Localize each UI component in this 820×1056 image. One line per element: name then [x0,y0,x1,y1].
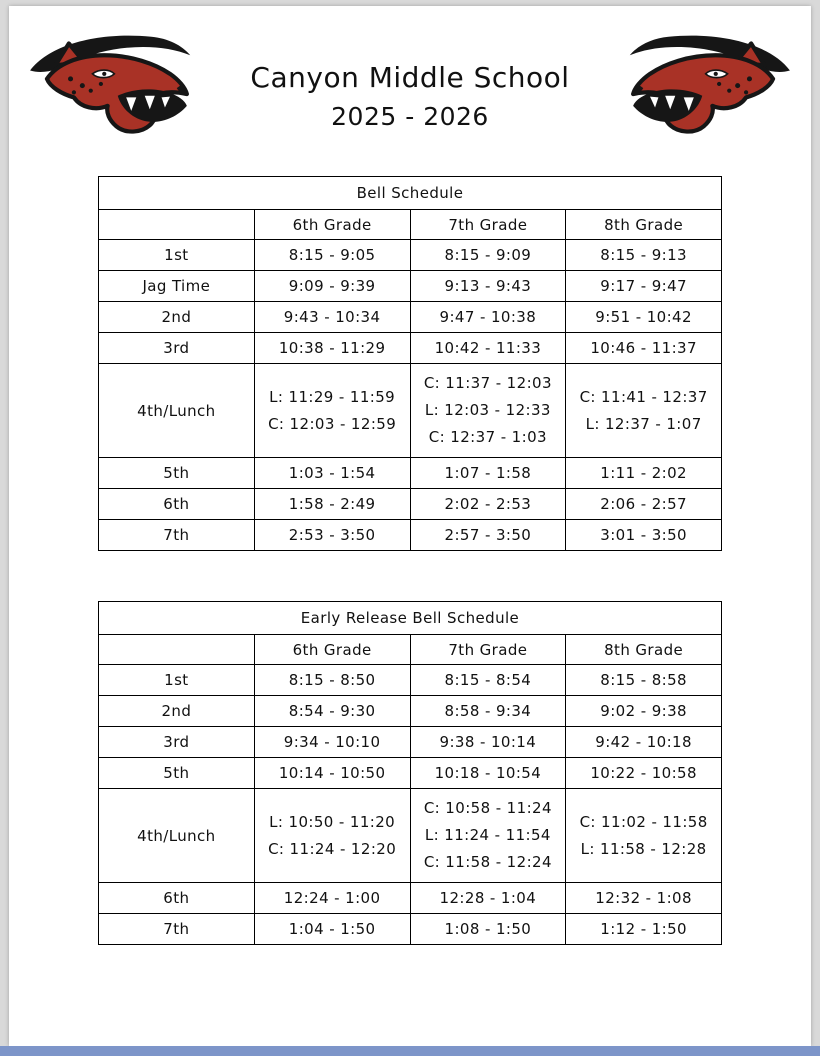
period-label: Jag Time [99,271,255,302]
time-cell [254,240,410,271]
time-text: 1:12 - 1:50 [600,919,687,938]
time-cell [566,458,722,489]
time-cell [410,696,566,727]
time-text: 8:15 - 8:50 [288,670,376,689]
time-cell [566,914,722,945]
time-cell [566,883,722,914]
period-label: 2nd [99,696,255,727]
table-row [99,364,722,458]
period-label: 6th [99,883,255,914]
time-text: 8:58 - 9:34 [444,701,532,720]
time-cell [254,489,410,520]
time-text: 8:15 - 8:54 [444,670,532,689]
time-cell [410,727,566,758]
time-text: C: 11:37 - 12:03 [423,374,552,392]
table-title: Early Release Bell Schedule [99,602,722,635]
early-release-schedule-table-container [98,601,722,945]
document-header [9,6,811,176]
time-cell [566,696,722,727]
time-text: 10:42 - 11:33 [434,338,542,357]
jaguar-mascot-right-icon [623,30,795,148]
time-cell [566,364,722,458]
time-text: 9:02 - 9:38 [600,701,687,720]
time-cell [410,364,566,458]
jaguar-mascot-left-icon [25,30,197,148]
column-header: 8th Grade [566,210,722,240]
time-cell [566,665,722,696]
table-row [99,458,722,489]
period-label: 4th/Lunch [99,789,255,883]
time-cell [566,520,722,551]
time-text: C: 11:24 - 12:20 [268,839,397,858]
time-text: C: 12:03 - 12:59 [268,414,397,433]
time-cell [254,271,410,302]
column-header: 6th Grade [254,210,410,240]
school-name-title: Canyon Middle School [250,61,570,94]
column-header [99,210,255,240]
time-cell [566,240,722,271]
time-text: 8:15 - 9:05 [288,245,376,264]
time-text: C: 10:58 - 11:24 [423,799,552,817]
time-cell [254,302,410,333]
period-label: 7th [99,520,255,551]
table-row [99,665,722,696]
time-text: 9:47 - 10:38 [439,307,537,326]
table-row [99,696,722,727]
time-text: L: 11:24 - 11:54 [424,826,551,844]
time-cell [410,240,566,271]
table-title-row [99,177,722,210]
time-cell [254,696,410,727]
time-cell [254,333,410,364]
time-text: 1:03 - 1:54 [288,463,376,482]
time-text: 10:14 - 10:50 [278,763,386,782]
grade-header-row [99,635,722,665]
time-text: C: 11:41 - 12:37 [579,387,708,406]
school-year-subtitle: 2025 - 2026 [331,102,489,131]
document-page [9,6,811,1046]
time-text: 9:42 - 10:18 [595,732,692,751]
time-cell [566,302,722,333]
time-text: C: 12:37 - 1:03 [428,428,547,446]
time-text: 2:57 - 3:50 [444,525,532,544]
time-cell [410,758,566,789]
time-cell [254,458,410,489]
time-text: L: 10:50 - 11:20 [269,812,396,831]
time-text: 9:51 - 10:42 [595,307,692,326]
time-cell [410,458,566,489]
time-text: 10:38 - 11:29 [278,338,386,357]
schedule-table [98,176,722,551]
column-header [99,635,255,665]
time-cell [254,665,410,696]
time-text: 8:15 - 8:58 [600,670,687,689]
time-text: 1:07 - 1:58 [444,463,532,482]
column-header: 6th Grade [254,635,410,665]
time-text: 2:53 - 3:50 [288,525,376,544]
period-label: 5th [99,758,255,789]
column-header: 7th Grade [410,210,566,240]
time-text: 1:04 - 1:50 [288,919,376,938]
time-text: 3:01 - 3:50 [600,525,687,544]
period-label: 7th [99,914,255,945]
table-row [99,240,722,271]
time-cell [410,489,566,520]
time-text: 2:06 - 2:57 [600,494,687,513]
time-cell [566,271,722,302]
time-text: C: 11:02 - 11:58 [579,812,708,831]
table-title-row [99,602,722,635]
time-text: 1:11 - 2:02 [600,463,687,482]
time-cell [410,883,566,914]
time-cell [566,333,722,364]
time-cell [410,665,566,696]
time-cell [254,758,410,789]
time-cell [410,302,566,333]
table-row [99,333,722,364]
period-label: 4th/Lunch [99,364,255,458]
bell-schedule-table-container [98,176,722,551]
table-row [99,727,722,758]
period-label: 3rd [99,727,255,758]
period-label: 6th [99,489,255,520]
table-row [99,758,722,789]
table-row [99,271,722,302]
column-header: 7th Grade [410,635,566,665]
table-row [99,489,722,520]
table-row [99,914,722,945]
time-text: 2:02 - 2:53 [444,494,532,513]
time-cell [410,914,566,945]
time-cell [566,758,722,789]
time-text: 9:09 - 9:39 [288,276,376,295]
period-label: 2nd [99,302,255,333]
period-label: 5th [99,458,255,489]
table-row [99,883,722,914]
time-text: 9:34 - 10:10 [283,732,381,751]
time-cell [410,789,566,883]
table-row [99,520,722,551]
table-row [99,302,722,333]
time-text: 8:54 - 9:30 [288,701,376,720]
time-text: 8:15 - 9:13 [600,245,687,264]
time-text: 12:24 - 1:00 [283,888,381,907]
time-text: 1:08 - 1:50 [444,919,532,938]
time-cell [566,489,722,520]
time-text: L: 12:03 - 12:33 [424,401,551,419]
time-text: L: 12:37 - 1:07 [585,414,702,433]
schedule-table [98,601,722,945]
time-cell [254,727,410,758]
footer-bar [0,1046,820,1056]
table-row [99,789,722,883]
time-text: 10:18 - 10:54 [434,763,542,782]
time-text: 8:15 - 9:09 [444,245,532,264]
time-text: 1:58 - 2:49 [288,494,376,513]
time-cell [410,520,566,551]
time-cell [254,914,410,945]
column-header: 8th Grade [566,635,722,665]
time-text: L: 11:29 - 11:59 [269,387,396,406]
time-text: 9:17 - 9:47 [600,276,687,295]
period-label: 1st [99,240,255,271]
time-cell [410,333,566,364]
time-text: 9:43 - 10:34 [283,307,381,326]
time-cell [566,727,722,758]
time-cell [566,789,722,883]
period-label: 3rd [99,333,255,364]
grade-header-row [99,210,722,240]
time-text: L: 11:58 - 12:28 [580,839,707,858]
time-text: 9:38 - 10:14 [439,732,537,751]
time-cell [254,883,410,914]
time-cell [410,271,566,302]
table-title: Bell Schedule [99,177,722,210]
time-text: 9:13 - 9:43 [444,276,532,295]
time-cell [254,520,410,551]
time-text: 10:22 - 10:58 [590,763,697,782]
time-cell [254,789,410,883]
time-text: 12:32 - 1:08 [595,888,692,907]
time-text: 10:46 - 11:37 [590,338,697,357]
period-label: 1st [99,665,255,696]
time-text: 12:28 - 1:04 [439,888,537,907]
time-text: C: 11:58 - 12:24 [423,853,552,871]
time-cell [254,364,410,458]
